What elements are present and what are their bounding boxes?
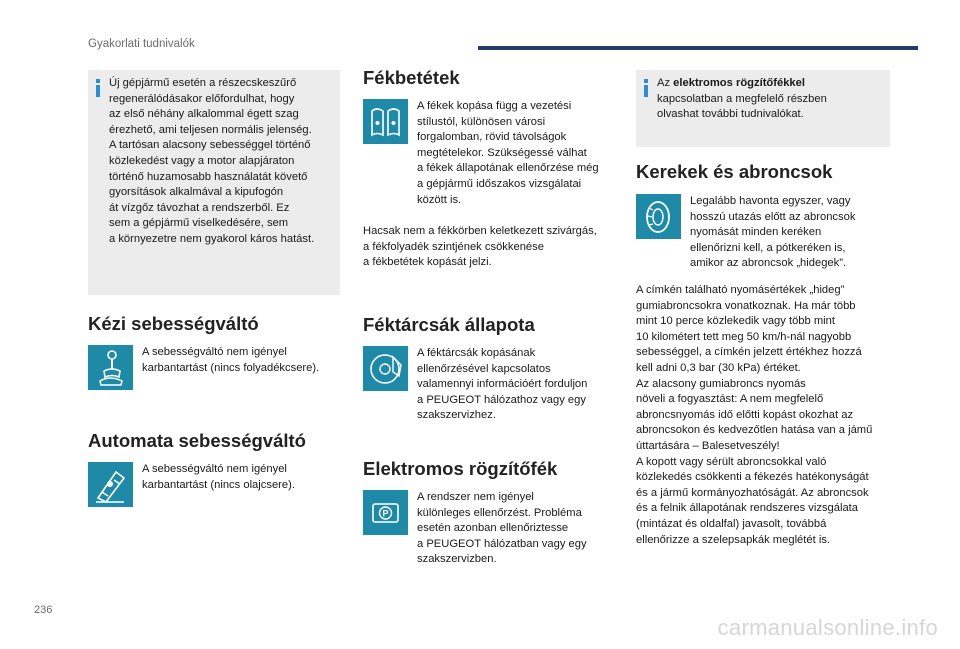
svg-text:P: P bbox=[382, 508, 389, 519]
parking-brake-text: A rendszer nem igényel különleges ellenőrzést. Probléma esetén azonban ellenőriztesse a PEUGEOT hálózatban vagy egy szakszervizben. bbox=[417, 491, 587, 566]
automatic-gearbox-text: A sebességváltó nem igényel karbantartást (nincs olajcsere). bbox=[142, 463, 295, 491]
brake-pads-text-2: Hacsak nem a fékkörben keletkezett szivárgás, a fékfolyadék szintjének csökkenése a fékbetétek kopását jelzi. bbox=[363, 225, 597, 269]
wheels-tyres-text: Legalább havonta egyszer, vagy hosszú utazás előtt az abroncsok nyomását minden keréken ellenőrizni kell, a pótkeréken is, amikor az abroncsok „hidegek”. bbox=[690, 195, 856, 270]
wheels-tyres-text-2: A címkén található nyomásértékek „hideg” gumiabroncsokra vonatkoznak. Ha már több mint 10 perce közlekedik vagy több mint 10 kilométert tett meg 50 km/h-nál nagyobb sebességgel, a címkén jelzett értékhez hozzá kell adni 0,3 bar (30 kPa) értéket. Az alacsony gumiabroncs nyomás növeli a fogyasztást: A nem megfelelő abroncsnyomás idő előtti kopást okozhat az abroncsokon és kedvezőtlen hatása van a jámű úttartására – Balesetveszély! A kopott vagy sérült abroncsokkal való közlekedés csökkenti a fékezés hatékonyságát és a jármű kormányozhatóságát. Az abroncsok és a felnik állapotának rendszeres vizsgálata (mintázat és oldalfal) javasolt, továbbá ellenőrizze a szelepsapkák meglétét is. bbox=[636, 284, 873, 546]
watermark: carmanualsonline.info bbox=[717, 615, 938, 640]
info-icon bbox=[96, 79, 100, 97]
gear-lever-icon bbox=[88, 345, 133, 390]
section-title-electric-parking-brake: Elektromos rögzítőfék bbox=[363, 458, 558, 479]
parking-brake-icon bbox=[363, 490, 408, 535]
section-title-manual-gearbox: Kézi sebességváltó bbox=[88, 313, 259, 334]
brake-disc-icon bbox=[363, 346, 408, 391]
info-icon bbox=[644, 79, 648, 97]
note-text-end: kapcsolatban a megfelelő részben olvashat további tudnivalókat. bbox=[657, 92, 827, 121]
section-title-automatic-gearbox: Automata sebességváltó bbox=[88, 430, 306, 451]
note-text-bold: elektromos rögzítőfékkel bbox=[673, 77, 805, 89]
note-text-start: Az bbox=[657, 77, 674, 89]
page-number: 236 bbox=[34, 604, 53, 616]
header-title: Gyakorlati tudnivalók bbox=[88, 38, 195, 50]
header-bar bbox=[478, 46, 918, 50]
automatic-gearbox-icon bbox=[88, 462, 133, 507]
info-note-text bbox=[657, 76, 882, 123]
info-note-text: Új gépjármű esetén a részecskeszűrő regenerálódásakor előfordulhat, hogy az első néhány alkalommal égett szag érezhető, ami teljesen normális jelenség. A tartósan alacsony sebességgel történő közlekedést vagy a motor alapjáraton történő huzamosabb használatát követő gyorsítások alkalmával a kipufogón át vízgőz távozhat a rendszerből. Ez sem a gépjármű viselkedésére, sem a környezetre nem gyakorol káros hatást. bbox=[109, 77, 315, 245]
info-note-parking-brake bbox=[636, 70, 890, 147]
brake-discs-text: A féktárcsák kopásának ellenőrzésével kapcsolatos valamennyi információért forduljon a PEUGEOT hálózathoz vagy egy szakszervizhez. bbox=[417, 347, 588, 422]
section-title-brake-pads: Fékbetétek bbox=[363, 67, 460, 88]
section-title-wheels-tyres: Kerekek és abroncsok bbox=[636, 161, 833, 182]
info-note-particle-filter bbox=[88, 70, 340, 295]
tyre-icon bbox=[636, 194, 681, 239]
section-title-brake-discs: Féktárcsák állapota bbox=[363, 314, 535, 335]
brake-pads-text: A fékek kopása függ a vezetési stílustól, különösen városi forgalomban, rövid távolságok megtételekor. Szükségessé válhat a fékek állapotának ellenőrzése még a gépjármű időszakos vizsgálatai között is. bbox=[417, 100, 599, 206]
brake-pads-icon bbox=[363, 99, 408, 144]
manual-gearbox-text: A sebességváltó nem igényel karbantartást (nincs folyadékcsere). bbox=[142, 346, 320, 374]
